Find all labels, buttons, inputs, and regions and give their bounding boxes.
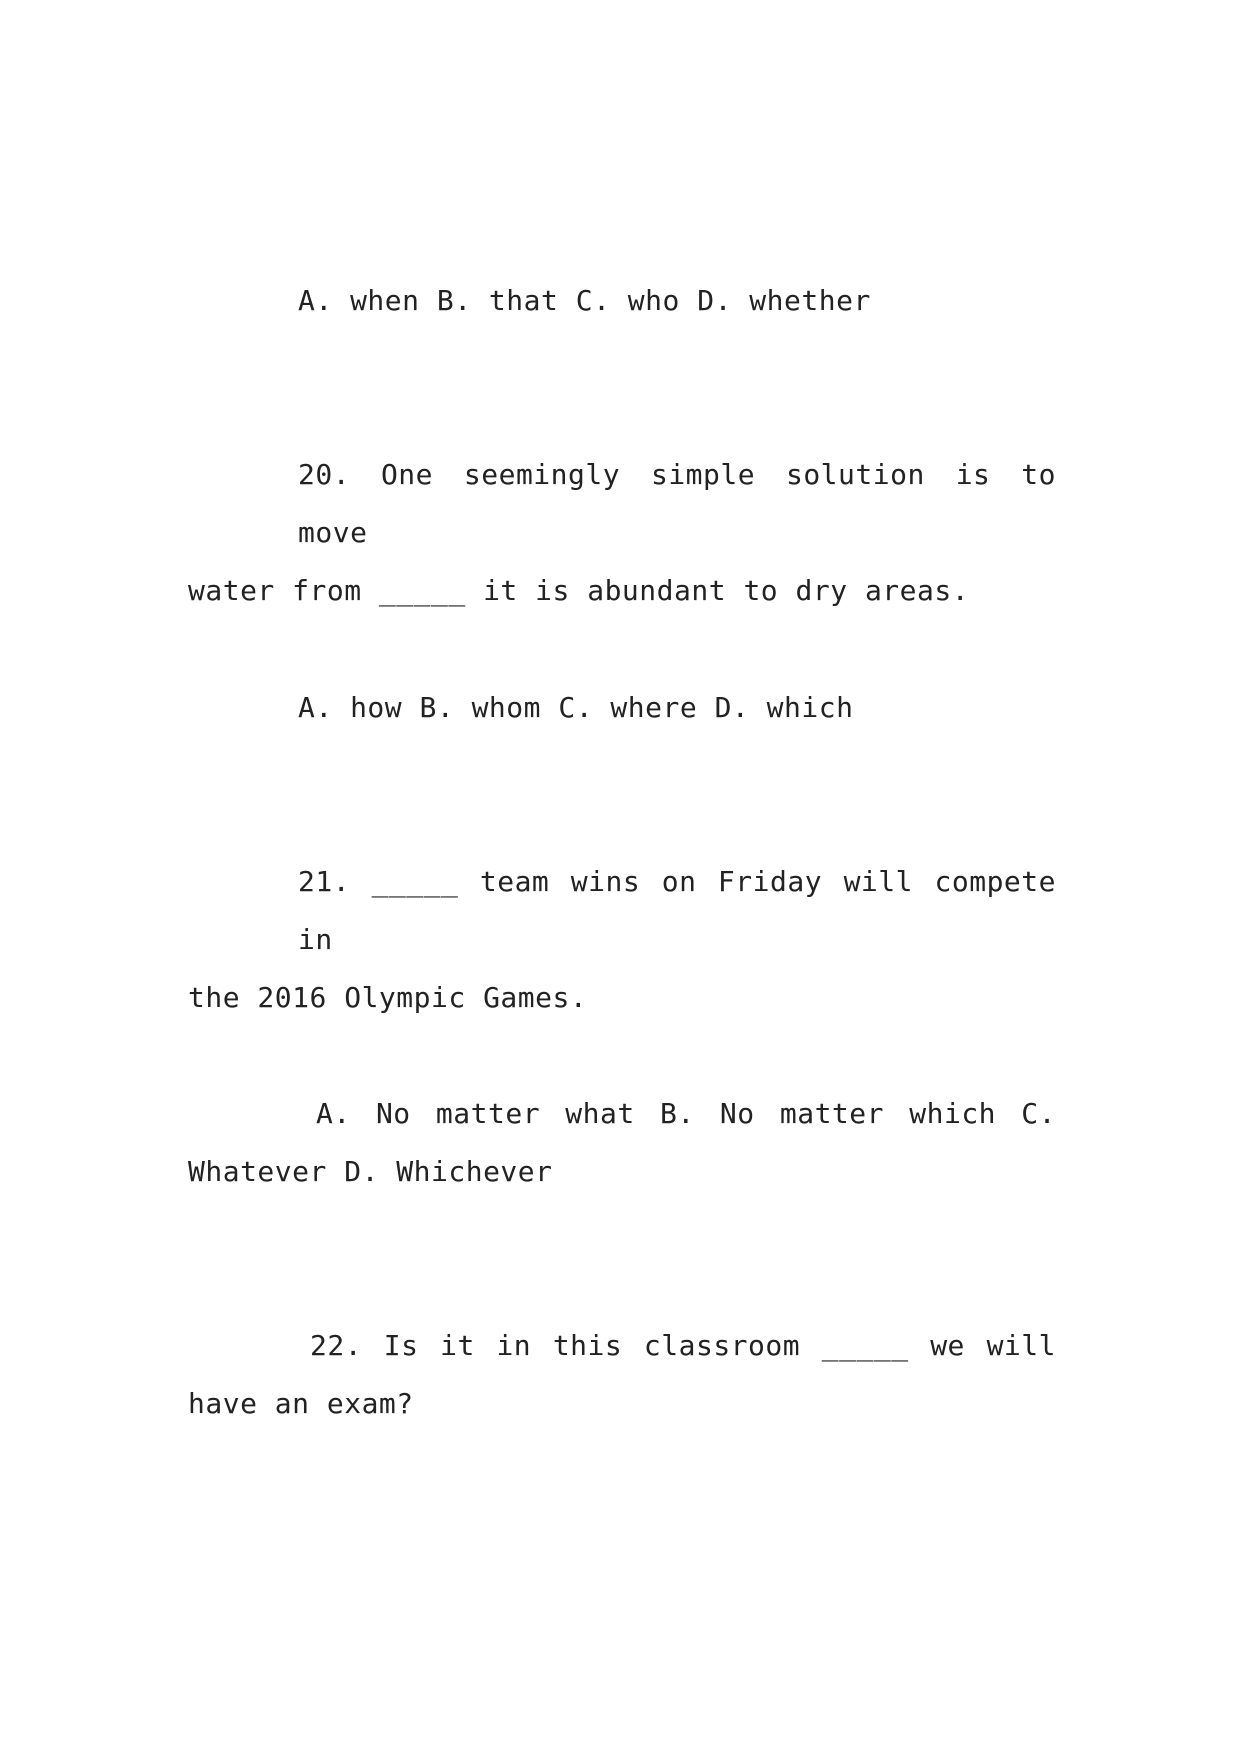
options-21 bbox=[188, 1085, 1056, 1201]
question-line: the 2016 Olympic Games. bbox=[188, 981, 588, 1014]
question-line: 20. One seemingly simple solution is to move bbox=[298, 458, 1056, 549]
option-line: Whatever D. Whichever bbox=[188, 1155, 553, 1188]
options-19 bbox=[188, 272, 1056, 330]
question-22 bbox=[188, 1317, 1056, 1433]
option-line: A. when B. that C. who D. whether bbox=[298, 284, 871, 317]
question-line: 22. Is it in this classroom _____ we will bbox=[310, 1329, 1056, 1362]
options-20 bbox=[188, 679, 1056, 737]
option-line: A. No matter what B. No matter which C. bbox=[316, 1097, 1056, 1130]
question-line: have an exam? bbox=[188, 1387, 414, 1420]
question-21 bbox=[188, 853, 1056, 1027]
option-line: A. how B. whom C. where D. which bbox=[298, 691, 854, 724]
question-line: 21. _____ team wins on Friday will compete in bbox=[298, 865, 1056, 956]
question-20 bbox=[188, 446, 1056, 620]
question-line: water from _____ it is abundant to dry areas. bbox=[188, 574, 970, 607]
